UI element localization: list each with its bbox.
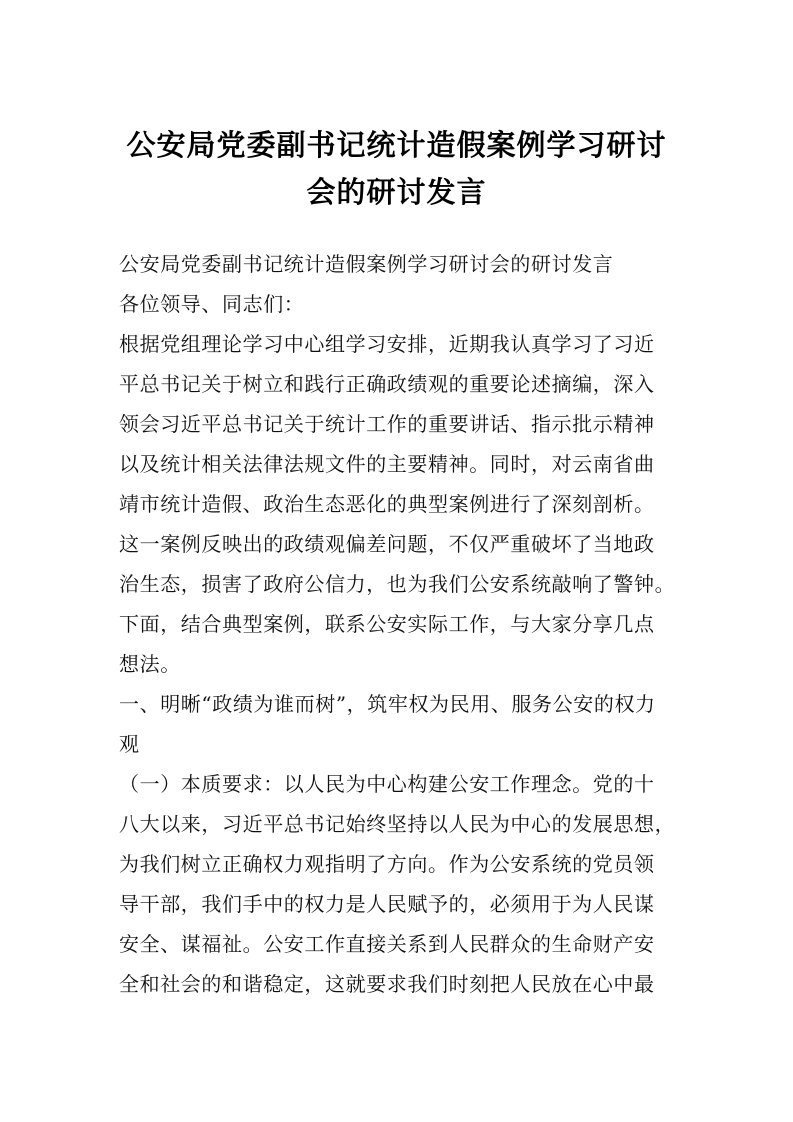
- body-line: 治生态，损害了政府公信力，也为我们公安系统敲响了警钟。: [119, 572, 676, 596]
- section-heading-line: 一、明晰“政绩为谁而树”，筑牢权为民用、服务公安的权力: [119, 692, 656, 716]
- title-line: 会的研讨发言: [306, 175, 487, 209]
- body-line: 靖市统计造假、政治生态恶化的典型案例进行了深刻剖析。: [119, 492, 655, 516]
- body-line: 公安局党委副书记统计造假案例学习研讨会的研讨发言: [119, 252, 614, 276]
- body-line: 以及统计相关法律法规文件的主要精神。同时，对云南省曲: [119, 452, 655, 476]
- body-line: 安全、谋福祉。公安工作直接关系到人民群众的生命财产安: [119, 932, 655, 956]
- body-line: 这一案例反映出的政绩观偏差问题，不仅严重破坏了当地政: [119, 532, 655, 556]
- document-title: [90, 122, 703, 216]
- body-line: 导干部，我们手中的权力是人民赋予的，必须用于为人民谋: [119, 892, 655, 916]
- body-line: 根据党组理论学习中心组学习安排，近期我认真学习了习近: [119, 332, 655, 356]
- body-line: （一）本质要求：以人民为中心构建公安工作理念。党的十: [119, 772, 655, 796]
- title-line: 公安局党委副书记统计造假案例学习研讨: [126, 128, 667, 162]
- body-line: 各位领导、同志们：: [119, 292, 305, 316]
- section-heading-line: 观: [119, 732, 140, 756]
- body-line: 平总书记关于树立和践行正确政绩观的重要论述摘编，深入: [119, 372, 655, 396]
- body-line: 全和社会的和谐稳定，这就要求我们时刻把人民放在心中最: [119, 972, 655, 996]
- body-line: 八大以来，习近平总书记始终坚持以人民为中心的发展思想，: [119, 812, 676, 836]
- body-line: 为我们树立正确权力观指明了方向。作为公安系统的党员领: [119, 852, 655, 876]
- body-line: 想法。: [119, 652, 181, 676]
- document-body: [119, 244, 689, 1004]
- body-line: 领会习近平总书记关于统计工作的重要讲话、指示批示精神: [119, 412, 655, 436]
- body-line: 下面，结合典型案例，联系公安实际工作，与大家分享几点: [119, 612, 655, 636]
